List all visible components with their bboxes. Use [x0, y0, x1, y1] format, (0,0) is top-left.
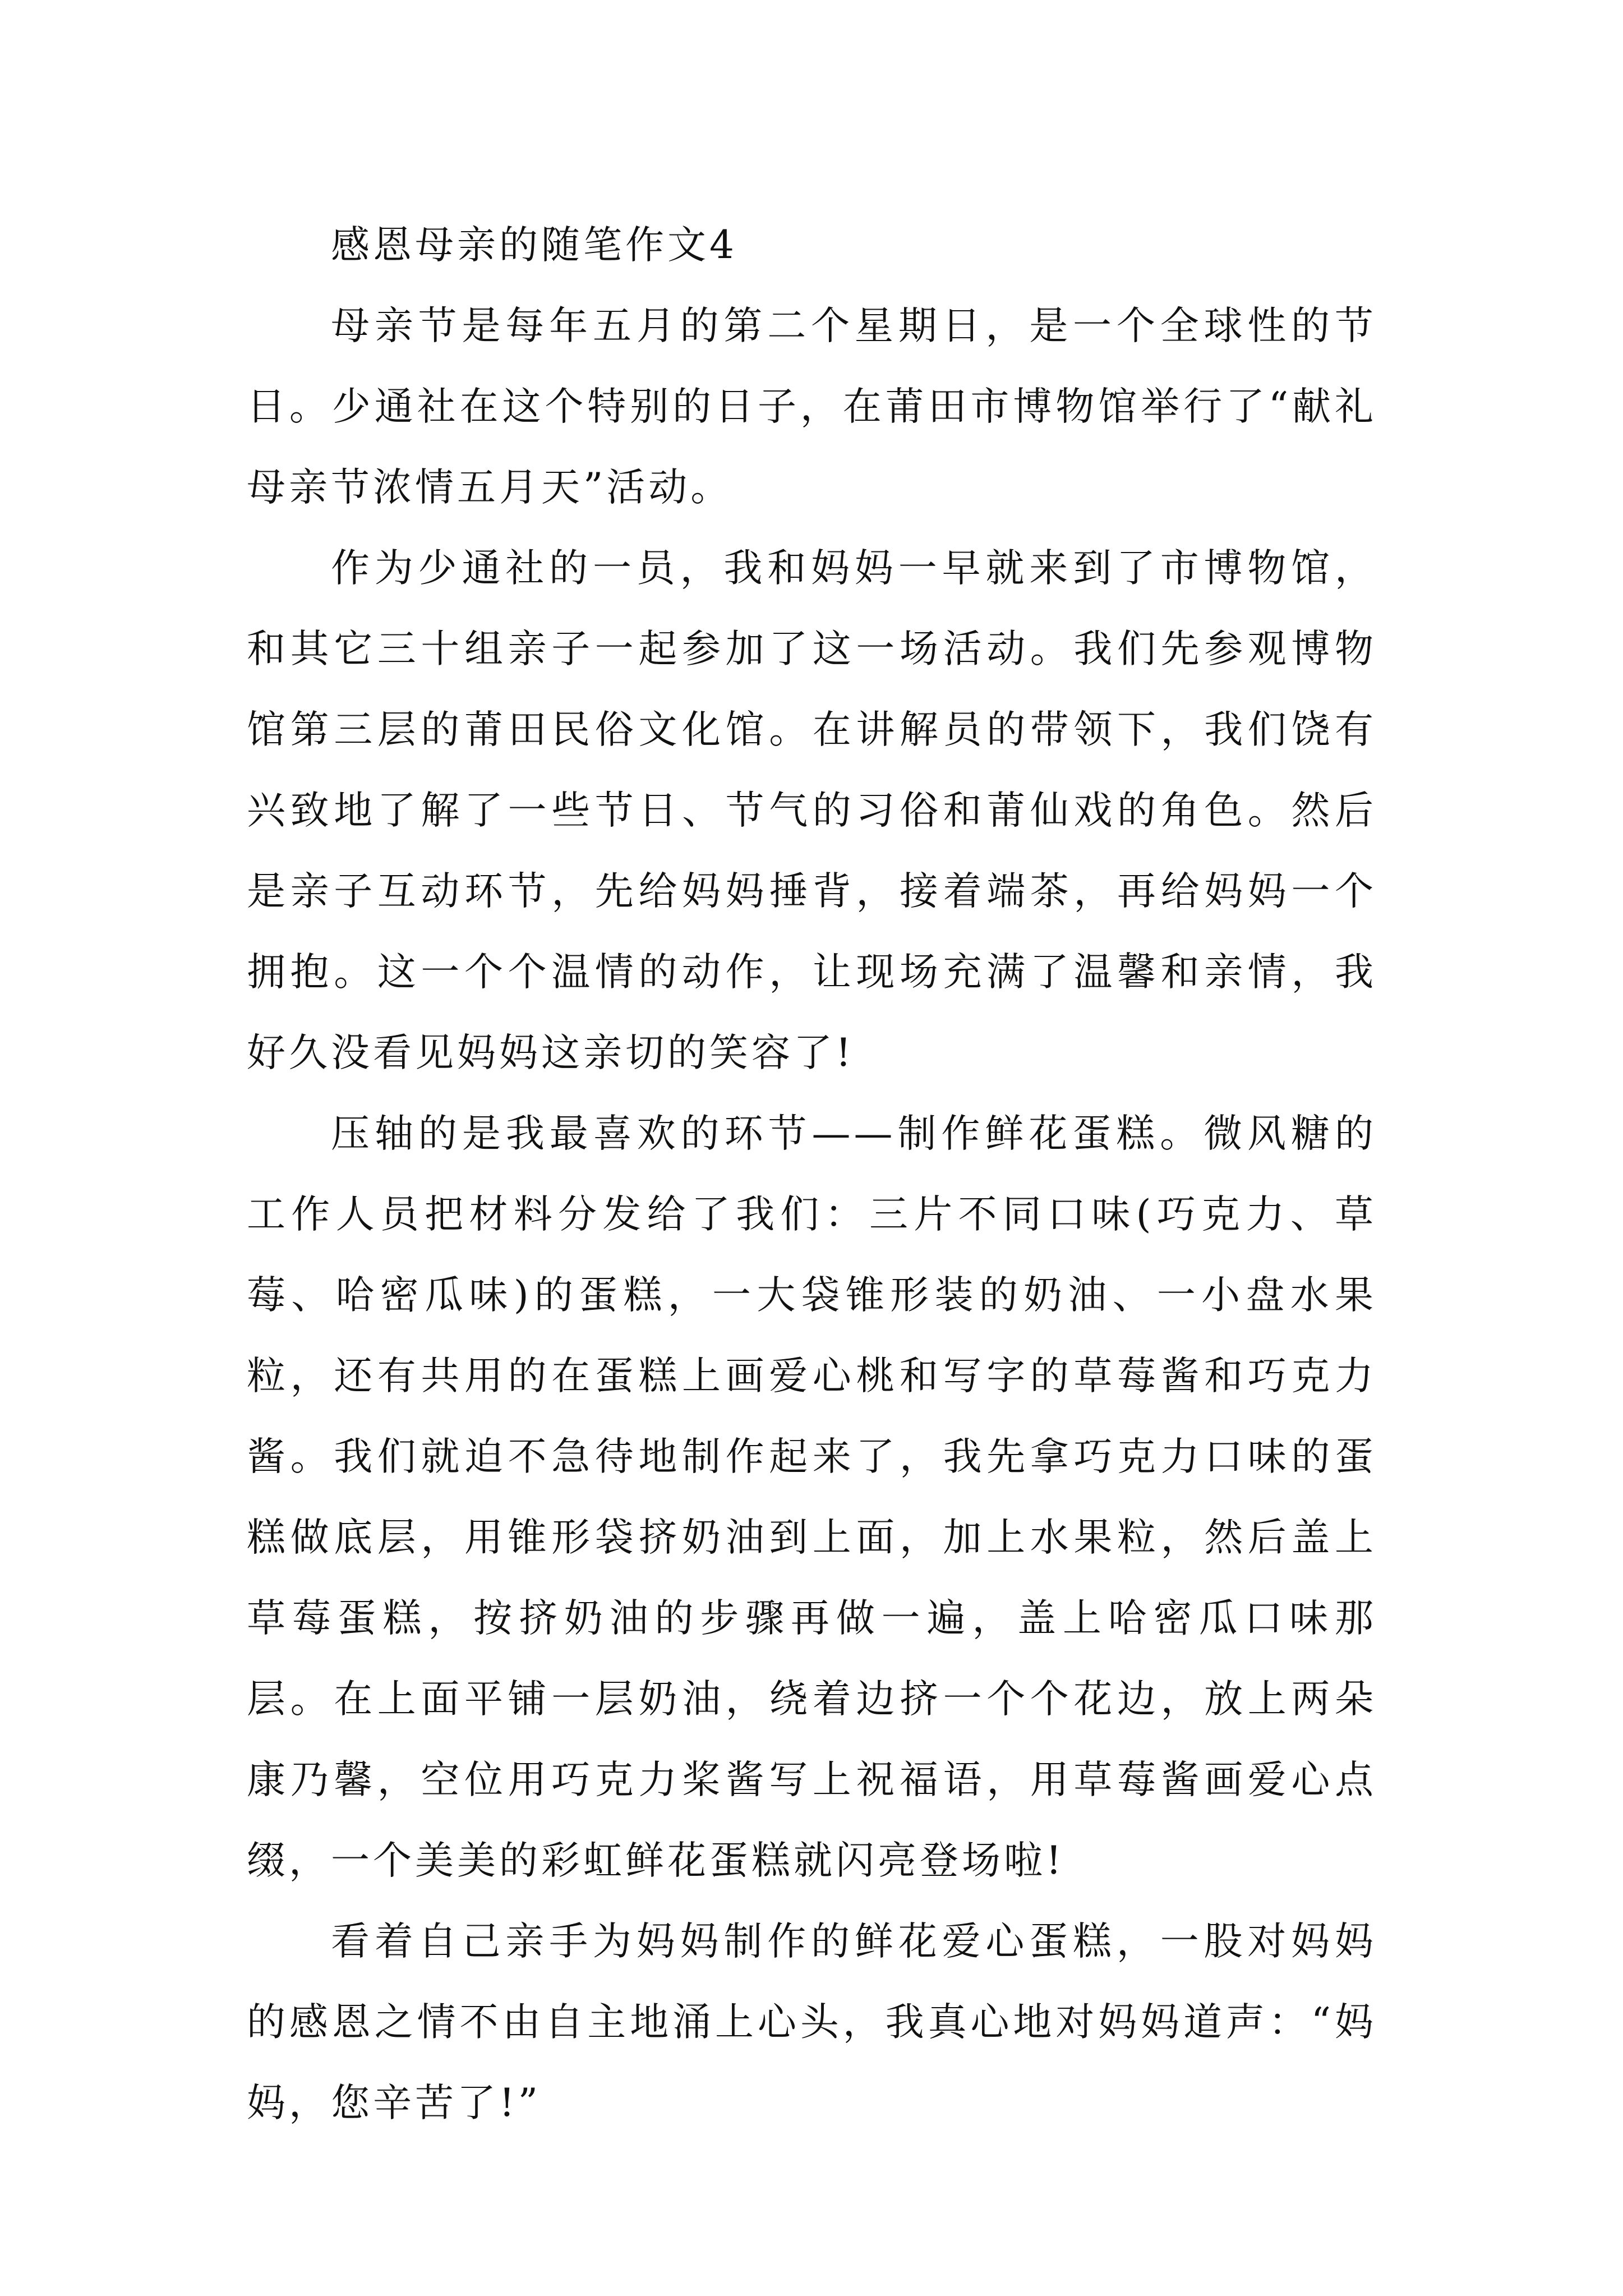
paragraph-1: 母亲节是每年五月的第二个星期日，是一个全球性的节日。少通社在这个特别的日子，在莆田市博物馆举行了“献礼母亲节浓情五月天”活动。 [247, 303, 1377, 510]
paragraph-4: 看着自己亲手为妈妈制作的鲜花爱心蛋糕，一股对妈妈的感恩之情不由自主地涌上心头，我真心地对妈妈道声：“妈妈，您辛苦了!” [247, 1919, 1377, 2125]
paragraph-2: 作为少通社的一员，我和妈妈一早就来到了市博物馆，和其它三十组亲子一起参加了这一场活动。我们先参观博物馆第三层的莆田民俗文化馆。在讲解员的带领下，我们饶有兴致地了解了一些节日、节气的习俗和莆仙戏的角色。然后是亲子互动环节，先给妈妈捶背，接着端茶，再给妈妈一个拥抱。这一个个温情的动作，让现场充满了温馨和亲情，我好久没看见妈妈这亲切的笑容了! [247, 546, 1377, 1075]
document-body [247, 205, 1377, 2143]
document-title: 感恩母亲的随笔作文4 [331, 223, 737, 268]
paragraph-3: 压轴的是我最喜欢的环节——制作鲜花蛋糕。微风糖的工作人员把材料分发给了我们：三片不同口味(巧克力、草莓、哈密瓜味)的蛋糕，一大袋锥形装的奶油、一小盘水果粒，还有共用的在蛋糕上画爱心桃和写字的草莓酱和巧克力酱。我们就迫不急待地制作起来了，我先拿巧克力口味的蛋糕做底层，用锥形袋挤奶油到上面，加上水果粒，然后盖上草莓蛋糕，按挤奶油的步骤再做一遍，盖上哈密瓜口味那层。在上面平铺一层奶油，绕着边挤一个个花边，放上两朵康乃馨，空位用巧克力桨酱写上祝福语，用草莓酱画爱心点缀，一个美美的彩虹鲜花蛋糕就闪亮登场啦! [247, 1111, 1377, 1883]
